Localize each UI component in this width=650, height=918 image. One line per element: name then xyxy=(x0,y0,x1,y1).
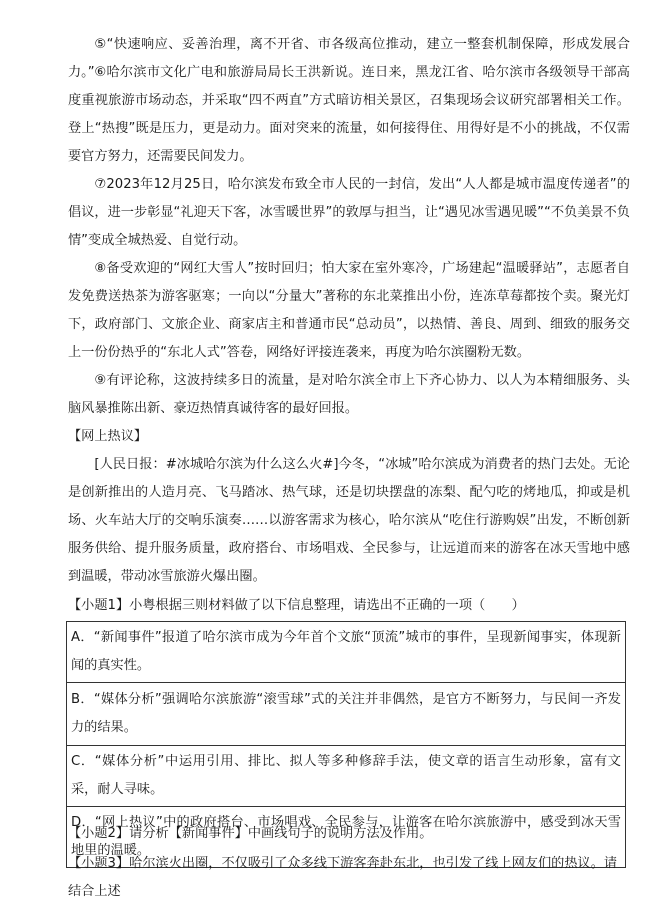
option-a: A．“新闻事件”报道了哈尔滨市成为今年首个文旅“顶流”城市的事件，呈现新闻事实，体现新闻的真实性。 xyxy=(67,622,625,683)
paragraph-8: ⑧备受欢迎的“网红大雪人”按时回归；怕大家在室外寒冷，广场建起“温暖驿站”，志愿者自发免费送热茶为游客驱寒；一向以“分量大”著称的东北菜推出小份，连冻草莓都按个卖。聚光灯下，政府部门、文旅企业、商家店主和普通市民“总动员”，以热情、善良、周到、细致的服务交上一份份热乎的“东北人式”答卷，网络好评接连袭来，再度为哈尔滨圈粉无数。 xyxy=(68,261,630,360)
option-c: C．“媒体分析”中运用引用、排比、拟人等多种修辞手法，使文章的语言生动形象，富有文采，耐人寻味。 xyxy=(67,746,625,807)
paragraph-5: ⑤“快速响应、妥善治理，离不开省、市各级高位推动，建立一整套机制保障，形成发展合力。” xyxy=(68,37,630,80)
option-b: B．“媒体分析”强调哈尔滨旅游“滚雪球”式的关注并非偶然，是官方不断努力，与民间一齐发力的结果。 xyxy=(67,683,625,746)
paragraph-7: ⑦2023年12月25日，哈尔滨发布致全市人民的一封信，发出“人人都是城市温度传递者”的倡议，进一步彰显“礼迎天下客，冰雪暖世界”的敦厚与担当，让“遇见冰雪遇见暖”“不负美景不负情”变成全城热爱、自觉行动。 xyxy=(68,177,630,248)
online-discussion-paragraph: [人民日报：#冰城哈尔滨为什么这么火#]今冬，“冰城”哈尔滨成为消费者的热门去处。无论是创新推出的人造月亮、飞马踏冰、热气球，还是切块摆盘的冻梨、配勺吃的烤地瓜，抑或是机场、火车站大厅的交响乐演奏……以游客需求为核心，哈尔滨从“吃住行游购娱”出发，不断创新服务供给、提升服务质量，政府搭台、市场唱戏、全民参与，让远道而来的游客在冰天雪地中感到温暖，带动冰雪旅游火爆出圈。 xyxy=(68,457,630,584)
paragraph-6: ⑥哈尔滨市文化广电和旅游局局长王洪新说。连日来，黑龙江省、哈尔滨市各级领导干部高度重视旅游市场动态，并采取“四不两直”方式暗访相关景区，召集现场会议研究部署相关工作。登上“热搜”既是压力，更是动力。面对突来的流量，如何接得住、用得好是不小的挑战，不仅需要官方努力，还需要民间发力。 xyxy=(68,65,630,164)
paragraph-9: ⑨有评论称，这波持续多日的流量，是对哈尔滨全市上下齐心协力、以人为本精细服务、头脑风暴推陈出新、豪迈热情真诚待客的最好回报。 xyxy=(68,373,630,416)
question-2: 【小题2】请分析【新闻事件】中画线句子的说明方法及作用。 xyxy=(68,826,433,841)
option-d: D．“网上热议”中的政府搭台、市场唱戏、全民参与，让游客在哈尔滨旅游中，感受到冰天雪地里的温暖。 xyxy=(71,815,621,858)
section-heading-online: 【网上热议】 xyxy=(68,429,148,444)
question-1: 【小题1】小粤根据三则材料做了以下信息整理，请选出不正确的一项（ ） xyxy=(68,598,525,613)
question-3: 【小题3】哈尔滨火出圈，不仅吸引了众多线下游客奔赴东北，也引发了线上网友们的热议。请结合上述 xyxy=(68,856,618,899)
